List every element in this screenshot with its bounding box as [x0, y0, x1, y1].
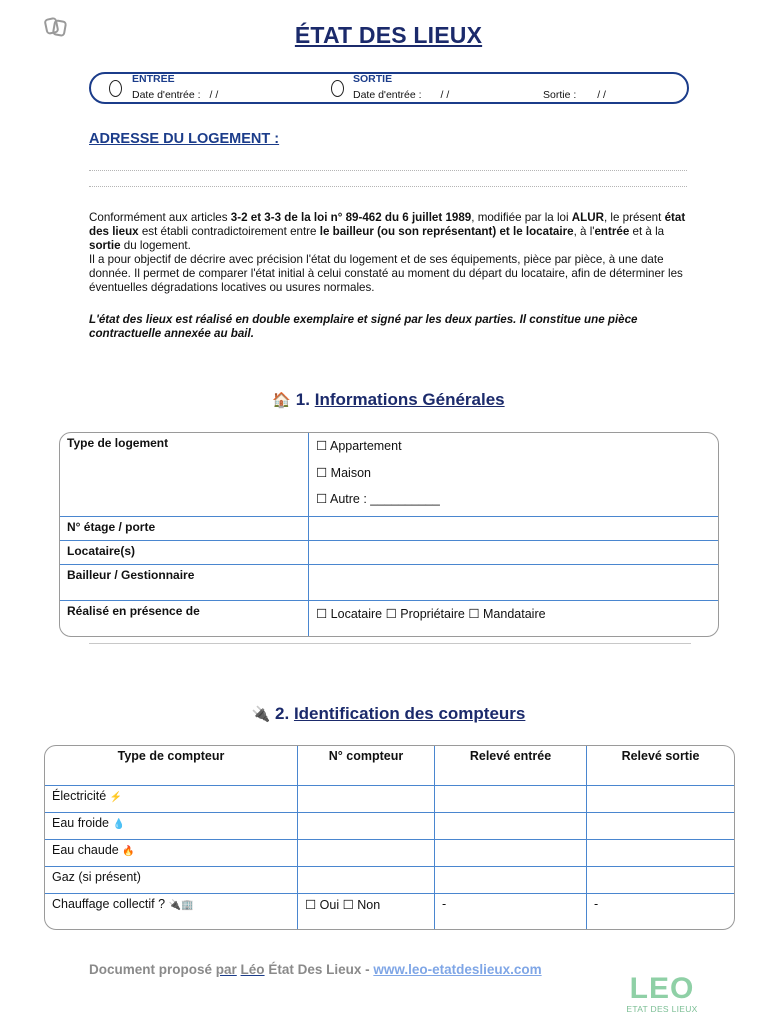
type-options-cell [309, 433, 718, 516]
col-header-sortie: Relevé sortie [586, 746, 734, 785]
sortie-date-slots: / / [440, 89, 450, 101]
sortie-exit-slots: / / [597, 89, 606, 101]
sortie-label: SORTIE [353, 73, 393, 85]
meter-label: Électricité ⚡ [45, 785, 297, 812]
option-appartement[interactable]: ☐ Appartement [316, 439, 402, 453]
table-row [45, 866, 734, 893]
sortie-date-label: Date d'entrée : [353, 89, 422, 101]
meter-entree-input[interactable] [434, 866, 586, 893]
sortie-radio[interactable] [331, 80, 344, 97]
plug-building-icon: 🔌🏢 [168, 900, 194, 911]
footer-credit: Document proposé par Léo État Des Lieux - www.leo-etatdeslieux.com [89, 962, 542, 977]
chauffage-entree-dash: - [434, 893, 586, 929]
meter-label: Eau froide 💧 [45, 812, 297, 839]
entree-date-field[interactable] [132, 89, 289, 101]
meter-label: Eau chaude 🔥 [45, 839, 297, 866]
fire-icon: 🔥 [122, 846, 135, 857]
meter-label: Gaz (si présent) [45, 866, 297, 893]
footer-leo-link[interactable]: Léo [240, 962, 265, 977]
chauffage-options[interactable]: ☐ Oui ☐ Non [297, 893, 434, 929]
entree-radio[interactable] [109, 80, 122, 97]
table-row [45, 812, 734, 839]
table-row [60, 516, 718, 540]
sortie-exit-label: Sortie : [543, 89, 577, 101]
row-label-presence: Réalisé en présence de [60, 600, 309, 636]
row-label-type: Type de logement [60, 433, 309, 516]
option-autre[interactable]: ☐ Autre : __________ [316, 492, 440, 506]
meter-sortie-input[interactable] [586, 839, 734, 866]
table-header-row [45, 746, 734, 785]
section2-heading: 🔌 2. Identification des compteurs [251, 704, 526, 723]
col-header-numero: N° compteur [297, 746, 434, 785]
etage-input[interactable] [309, 516, 718, 540]
table-row [60, 600, 718, 636]
meter-number-input[interactable] [297, 839, 434, 866]
brand-logo-text: LEO [629, 972, 695, 1005]
meter-label: Chauffage collectif ? 🔌🏢 [45, 893, 297, 929]
footer-par-link[interactable]: par [215, 962, 237, 977]
col-header-type: Type de compteur [117, 749, 225, 763]
presence-options[interactable]: ☐ Locataire ☐ Propriétaire ☐ Mandataire [309, 600, 718, 636]
row-label-bailleur: Bailleur / Gestionnaire [60, 564, 309, 600]
sortie-date-field[interactable] [353, 89, 520, 101]
intro-paragraph-2: Il a pour objectif de décrire avec précision l'état du logement et de ses équipements, pièce par pièce, à une date donnée. Il permet de comparer l'état initial à celui constaté au moment du départ du locataire, afin de déterminer les éventuelles dégradations locatives ou usures normales. [89, 253, 683, 294]
entry-exit-box [89, 72, 689, 104]
table-row [60, 433, 718, 516]
address-line-2[interactable] [89, 186, 687, 187]
footer-url-link[interactable]: www.leo-etatdeslieux.com [373, 962, 542, 977]
meter-sortie-input[interactable] [586, 866, 734, 893]
option-maison[interactable]: ☐ Maison [316, 465, 371, 480]
address-line-1[interactable] [89, 170, 687, 171]
table-row [45, 893, 734, 929]
bailleur-input[interactable] [309, 564, 718, 600]
brand-logo [622, 974, 702, 1014]
brand-logo-subtitle: ETAT DES LIEUX [626, 1004, 698, 1014]
row-label-etage: N° étage / porte [60, 516, 309, 540]
meter-entree-input[interactable] [434, 785, 586, 812]
section1-heading: 🏠 1. Informations Générales [272, 390, 505, 409]
plug-icon: 🔌 [251, 706, 271, 723]
table-row [60, 564, 718, 600]
section-divider [89, 643, 691, 644]
intro-paragraph-1: Conformément aux articles 3-2 et 3-3 de la loi n° 89-462 du 6 juillet 1989, modifiée par la loi ALUR, le présent état des lieux est établi contradictoirement entre le bailleur (ou son représentant) et le locataire, à l'entrée et à la sortie du logement. [89, 211, 686, 252]
meter-entree-input[interactable] [434, 839, 586, 866]
address-heading: ADRESSE DU LOGEMENT : [89, 131, 280, 147]
meter-number-input[interactable] [297, 866, 434, 893]
table-row [45, 785, 734, 812]
table-row [45, 839, 734, 866]
row-label-locataire: Locataire(s) [60, 540, 309, 564]
meter-number-input[interactable] [297, 785, 434, 812]
page-title: ÉTAT DES LIEUX [294, 22, 483, 48]
meter-number-input[interactable] [297, 812, 434, 839]
locataire-input[interactable] [309, 540, 718, 564]
water-drop-icon: 💧 [112, 819, 125, 830]
table-row [60, 540, 718, 564]
meter-sortie-input[interactable] [586, 812, 734, 839]
lightning-icon: ⚡ [109, 792, 123, 803]
col-header-entree: Relevé entrée [434, 746, 586, 785]
sortie-exit-field[interactable] [543, 89, 677, 101]
chauffage-sortie-dash: - [586, 893, 734, 929]
entree-date-label: Date d'entrée : [132, 89, 201, 101]
house-icon: 🏠 [272, 392, 292, 409]
entree-date-slots: / / [209, 89, 219, 101]
general-info-table [59, 432, 719, 637]
entree-label: ENTRÉE [132, 73, 175, 85]
meters-table [44, 745, 735, 930]
meter-sortie-input[interactable] [586, 785, 734, 812]
meter-entree-input[interactable] [434, 812, 586, 839]
intro-note: L'état des lieux est réalisé en double exemplaire et signé par les deux parties. Il constitue une pièce contractuelle annexée au bail. [89, 313, 638, 340]
